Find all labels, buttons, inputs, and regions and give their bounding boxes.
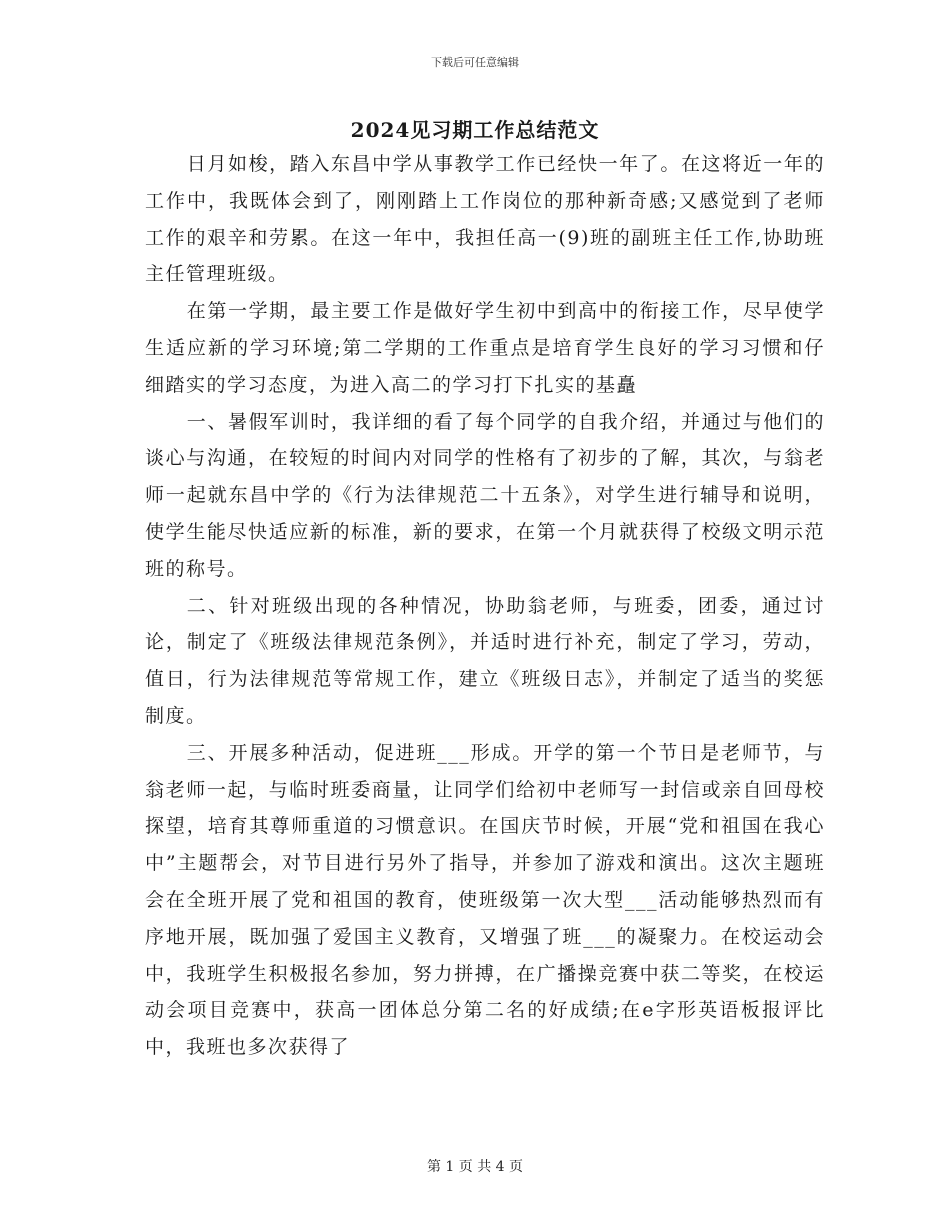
document-title: 2024见习期工作总结范文 xyxy=(350,118,600,142)
paragraph-intro: 日月如梭，踏入东昌中学从事教学工作已经快一年了。在这将近一年的工作中，我既体会到了，刚刚踏上工作岗位的那种新奇感;又感觉到了老师工作的艰辛和劳累。在这一年中，我担任高一(9)班的副班主任工作,协助班主任管理班级。 xyxy=(145,153,825,286)
document-body xyxy=(145,146,825,1066)
paragraph-item-two: 二、针对班级出现的各种情况，协助翁老师，与班委，团委，通过讨论，制定了《班级法律规范条例》，并适时进行补充，制定了学习，劳动，值日，行为法律规范等常规工作，建立《班级日志》，并制定了适当的奖惩制度。 xyxy=(145,594,825,727)
paragraph-semester-focus: 在第一学期，最主要工作是做好学生初中到高中的衔接工作，尽早使学生适应新的学习环境;第二学期的工作重点是培育学生良好的学习习惯和仔细踏实的学习态度，为进入高二的学习打下扎实的基矗 xyxy=(145,300,825,396)
paragraph-item-three: 三、开展多种活动，促进班___形成。开学的第一个节日是老师节，与翁老师一起，与临时班委商量，让同学们给初中老师写一封信或亲自回母校探望，培育其尊师重道的习惯意识。在国庆节时候，开展“党和祖国在我心中”主题帮会，对节目进行另外了指导，并参加了游戏和演出。这次主题班会在全班开展了党和祖国的教育，使班级第一次大型___活动能够热烈而有序地开展，既加强了爱国主义教育，又增强了班___的凝聚力。在校运动会中，我班学生积极报名参加，努力拼搏，在广播操竞赛中获二等奖，在校运动会项目竞赛中，获高一团体总分第二名的好成绩;在e字形英语板报评比中，我班也多次获得了 xyxy=(145,741,825,1059)
paragraph-item-one: 一、暑假军训时，我详细的看了每个同学的自我介绍，并通过与他们的谈心与沟通，在较短的时间内对同学的性格有了初步的了解，其次，与翁老师一起就东昌中学的《行为法律规范二十五条》，对学生进行辅导和说明，使学生能尽快适应新的标准，新的要求，在第一个月就获得了校级文明示范班的称号。 xyxy=(145,410,825,580)
page-number-footer: 第 1 页 共 4 页 xyxy=(426,1159,524,1175)
page-header-note: 下载后可任意编辑 xyxy=(431,56,519,69)
